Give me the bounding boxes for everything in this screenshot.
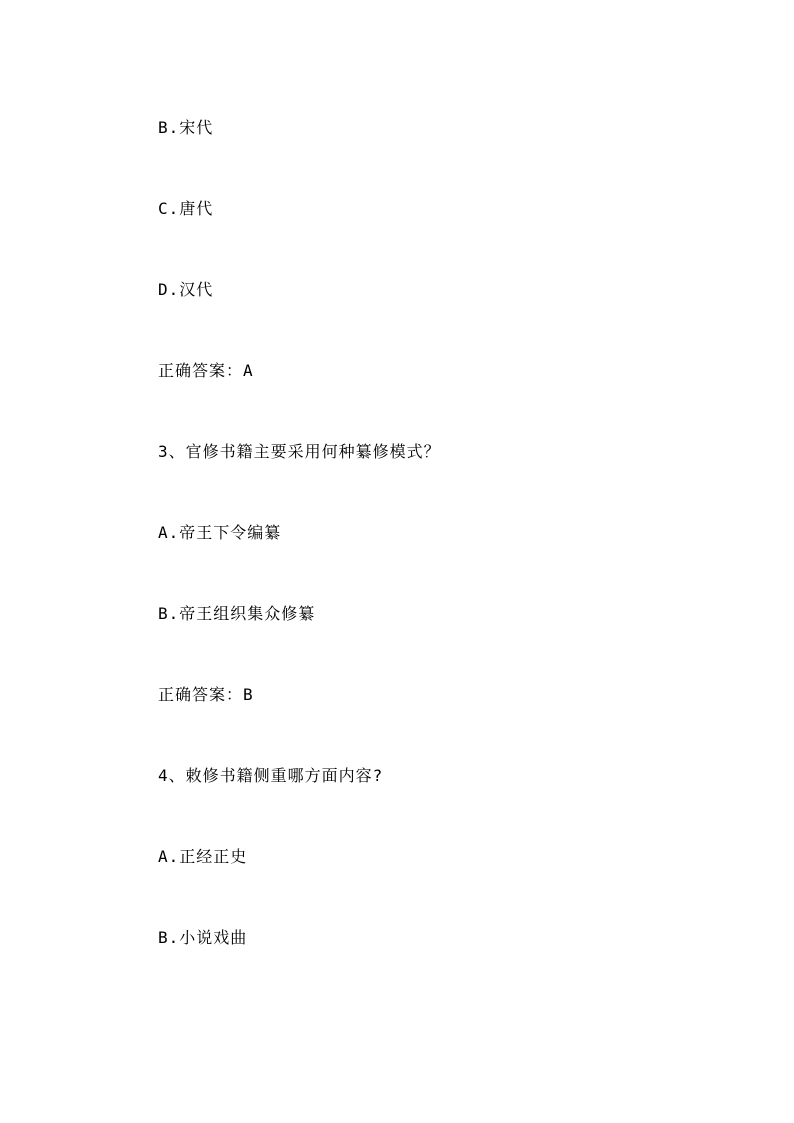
option-c-tang: C.唐代 xyxy=(158,199,214,218)
answer-q2: 正确答案：A xyxy=(158,361,254,380)
question-3: 3、官修书籍主要采用何种纂修模式？ xyxy=(158,442,441,461)
q3-option-a: A.帝王下令编纂 xyxy=(158,523,282,542)
q3-option-b: B.帝王组织集众修纂 xyxy=(158,604,316,623)
option-b-song: B.宋代 xyxy=(158,118,214,137)
q4-option-b: B.小说戏曲 xyxy=(158,928,248,947)
option-d-han: D.汉代 xyxy=(158,280,214,299)
question-4: 4、敕修书籍侧重哪方面内容? xyxy=(158,766,384,785)
answer-q3: 正确答案：B xyxy=(158,685,254,704)
q4-option-a: A.正经正史 xyxy=(158,847,248,866)
